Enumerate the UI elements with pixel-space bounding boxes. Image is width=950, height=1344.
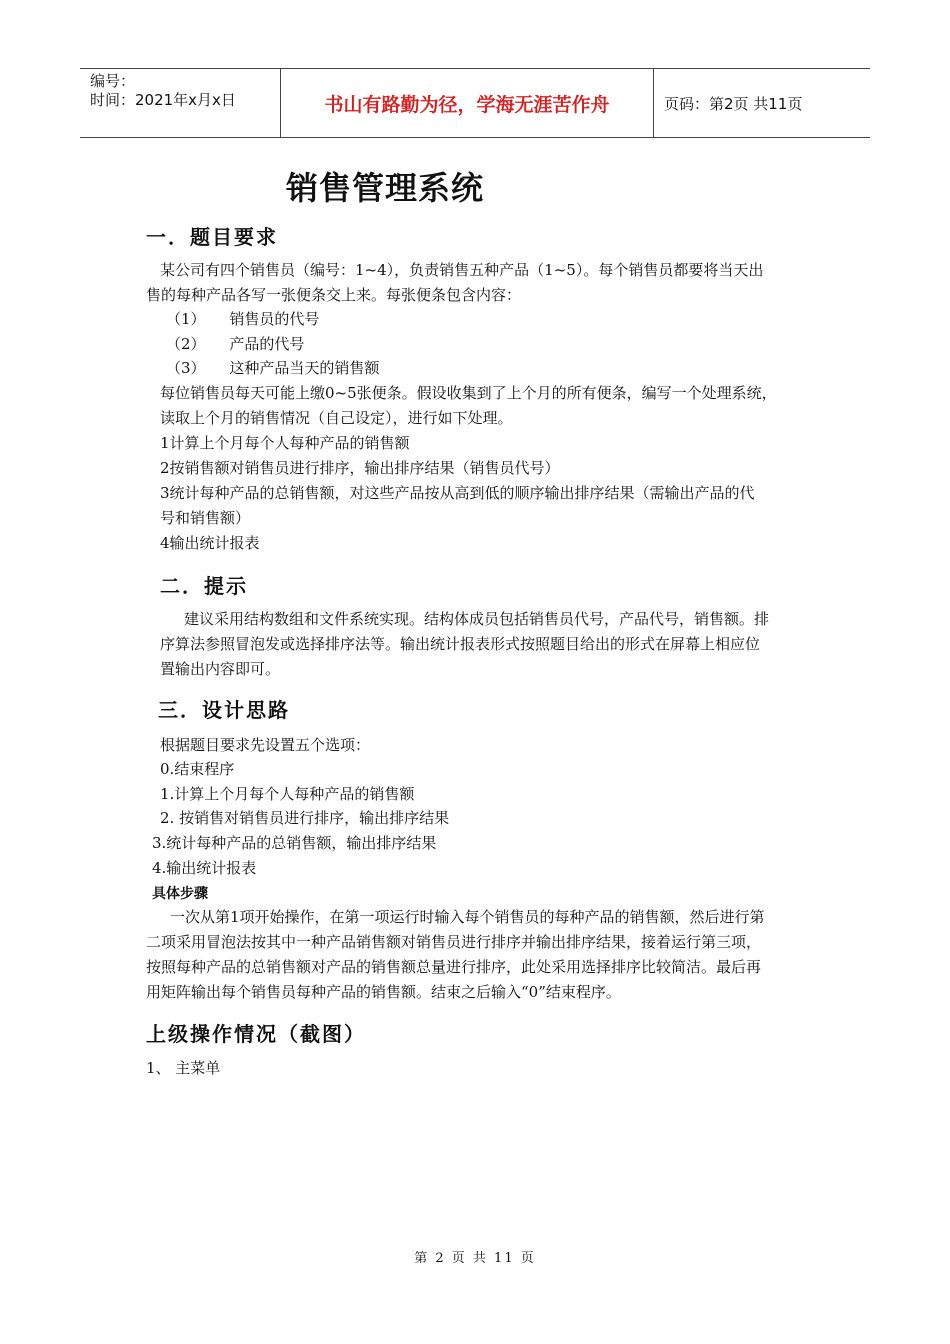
list-item: 1计算上个月每个人每种产品的销售额 xyxy=(160,434,410,452)
list-item: 1.计算上个月每个人每种产品的销售额 xyxy=(160,785,415,803)
list-item: 2. 按销售对销售员进行排序，输出排序结果 xyxy=(160,809,450,827)
section-heading-design: 三．设计思路 xyxy=(158,698,290,722)
document-title: 销售管理系统 xyxy=(286,169,485,207)
paragraph-line: 按照每种产品的总销售额对产品的销售额总量进行排序，此处采用选择排序比较简洁。最后再 xyxy=(146,958,762,976)
page-header xyxy=(80,68,870,138)
header-meta xyxy=(80,69,280,137)
list-item: 3.统计每种产品的总销售额，输出排序结果 xyxy=(152,834,437,852)
list-item: 4.输出统计报表 xyxy=(152,859,257,877)
date-label: 时间：2021年x月x日 xyxy=(90,91,236,109)
paragraph-line: 建议采用结构数组和文件系统实现。结构体成员包括销售员代号，产品代号，销售额。排 xyxy=(184,610,770,628)
page-footer: 第 2 页 共 11 页 xyxy=(414,1251,536,1266)
list-item: 0.结束程序 xyxy=(160,760,235,778)
header-motto: 书山有路勤为径，学海无涯苦作舟 xyxy=(280,69,654,137)
list-item: 2按销售额对销售员进行排序，输出排序结果（销售员代号） xyxy=(160,459,560,477)
list-item: （3） 这种产品当天的销售额 xyxy=(166,359,380,377)
list-item: 3统计每种产品的总销售额，对这些产品按从高到低的顺序输出排序结果（需输出产品的代 xyxy=(160,484,755,502)
paragraph-line: 一次从第1项开始操作，在第一项运行时输入每个销售员的每种产品的销售额，然后进行第 xyxy=(170,908,765,926)
list-item: （1） 销售员的代号 xyxy=(166,310,320,328)
list-item: （2） 产品的代号 xyxy=(166,335,305,353)
paragraph-line: 用矩阵输出每个销售员每种产品的销售额。结束之后输入“0”结束程序。 xyxy=(146,983,621,1001)
list-item: 号和销售额） xyxy=(160,509,251,527)
paragraph-line: 根据题目要求先设置五个选项： xyxy=(160,736,371,754)
section-heading-requirements: 一．题目要求 xyxy=(146,225,278,249)
paragraph-line: 二项采用冒泡法按其中一种产品销售额对销售员进行排序并输出排序结果，接着运行第三项， xyxy=(146,933,762,951)
header-page-info: 页码：第2页 共11页 xyxy=(664,94,803,113)
paragraph-line: 置输出内容即可。 xyxy=(160,660,281,678)
section-heading-screenshots: 上级操作情况（截图） xyxy=(146,1022,366,1046)
paragraph-line: 读取上个月的销售情况（自己设定），进行如下处理。 xyxy=(160,409,513,427)
section-heading-hints: 二．提示 xyxy=(160,574,248,598)
paragraph-line: 序算法参照冒泡发或选择排序法等。输出统计报表形式按照题目给出的形式在屏幕上相应位 xyxy=(160,635,761,653)
steps-heading: 具体步骤 xyxy=(152,886,208,902)
paragraph-line: 每位销售员每天可能上缴0~5张便条。假设收集到了上个月的所有便条，编写一个处理系统， xyxy=(160,384,777,402)
paragraph-line: 售的每种产品各写一张便条交上来。每张便条包含内容： xyxy=(146,286,522,304)
number-label: 编号： xyxy=(90,72,136,90)
list-item: 4输出统计报表 xyxy=(160,534,260,552)
list-item: 1、 主菜单 xyxy=(146,1059,221,1077)
paragraph-line: 某公司有四个销售员（编号：1~4），负责销售五种产品（1~5）。每个销售员都要将当天出 xyxy=(160,261,764,279)
